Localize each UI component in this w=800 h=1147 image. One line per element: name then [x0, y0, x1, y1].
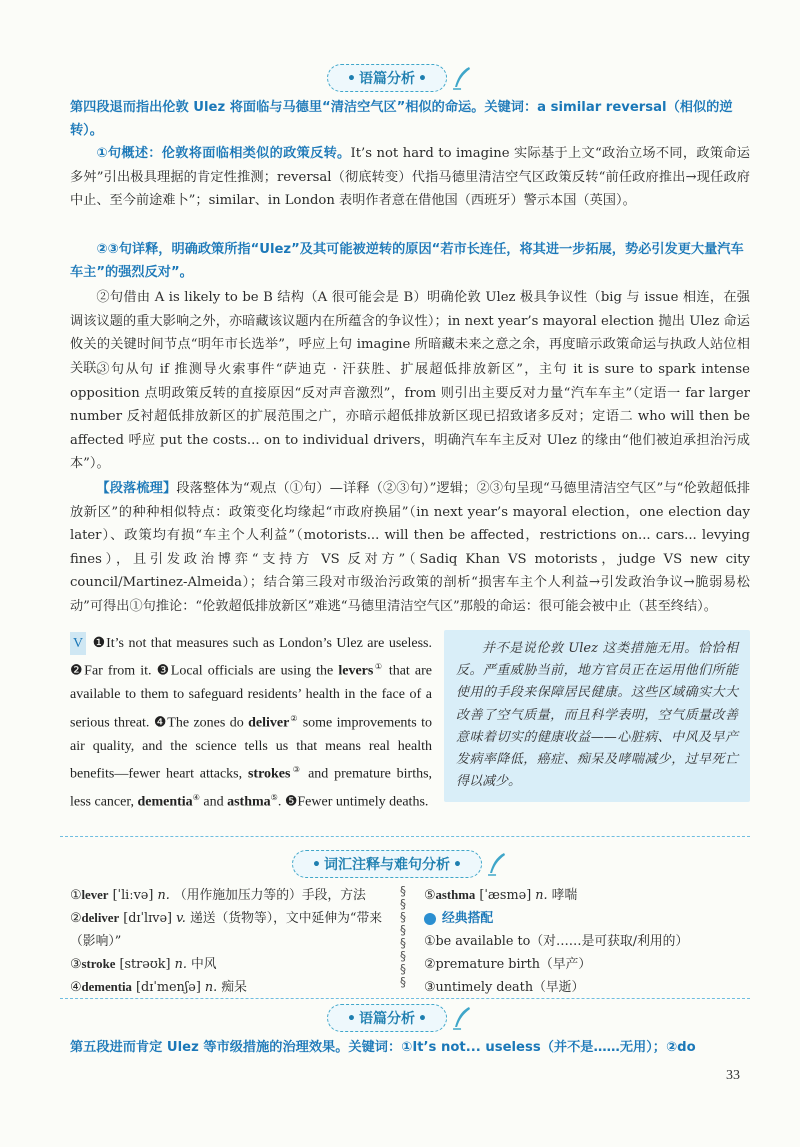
vocab-word: asthma — [435, 888, 476, 902]
page-number: 33 — [726, 1068, 740, 1083]
sentence: ❸Local officials are using the — [156, 663, 334, 679]
vocab-list-right — [424, 884, 750, 999]
footnote-marker: ④ — [192, 792, 200, 802]
vocab-word: deliver — [248, 715, 290, 731]
dashed-divider — [60, 836, 750, 837]
vocab-word: stroke — [81, 957, 116, 971]
paragraph-summary-tag: 【段落梳理】 — [96, 481, 177, 496]
tag-label: 语篇分析 — [359, 1011, 415, 1027]
bullet-dot-icon — [424, 913, 436, 925]
vocab-def: 哮喘 — [551, 888, 578, 903]
section-tag-discourse-analysis — [327, 64, 473, 92]
dashed-divider — [60, 998, 750, 999]
analysis-paragraph-3: ②句借由 A is likely to be B 结构（A 很可能会是 B）明确伦敦 Ulez 极具争议性（big 与 issue 相连，在强调该议题的重大影响之外，亦暗藏该议题内在所蕴含的争议性）；in next year’s mayoral election 抛出 Ulez 命运攸关的关键时间节点“明年市长选举”，呼应上句 imagine 所暗藏未来之意之余，再度暗示政策命运与执政人站位相关联。 — [70, 290, 750, 376]
vocab-num: ③ — [70, 957, 82, 972]
sentence: that are available to them to safeguard residents’ health in the face of a serious threat. — [70, 663, 433, 731]
vocab-list-left — [70, 884, 390, 999]
tag-pill: • 语篇分析 • — [327, 1004, 447, 1032]
paragraph-summary — [70, 477, 750, 618]
vocab-word: lever — [81, 888, 109, 902]
sentence: and — [203, 794, 224, 810]
vocab-word: strokes — [247, 766, 291, 782]
footnote-marker: ⑤ — [270, 792, 278, 802]
vocab-ipa: [ˈliːvə] — [112, 888, 154, 903]
vocab-num: ② — [70, 911, 82, 926]
vocab-entry — [70, 907, 390, 953]
tag-pill: • 词汇注释与难句分析 • — [292, 850, 482, 878]
vocab-ipa: [strəʊk] — [119, 957, 171, 972]
analysis-paragraph-1 — [70, 142, 750, 213]
vocab-word: dementia — [137, 794, 193, 810]
sentence: ❹The zones do — [153, 715, 244, 731]
vocab-ipa: [dɪˈmenʃə] — [136, 980, 201, 995]
footnote-marker: ② — [289, 713, 299, 723]
tag-label: 语篇分析 — [359, 71, 415, 87]
vocab-entry — [424, 884, 750, 907]
collocation-item: ③untimely death（早逝） — [424, 980, 585, 995]
vocab-num: ⑤ — [424, 888, 436, 903]
section-heading: 第四段退而指出伦敦 Ulez 将面临与马德里“清洁空气区”相似的命运。关键词：a similar reversal（相似的逆转）。 — [70, 100, 733, 138]
sentence: and premature births, less cancer, — [70, 766, 433, 810]
sentence: . ❺Fewer untimely deaths. — [277, 794, 429, 810]
section-tag-discourse-analysis — [327, 1004, 473, 1032]
vocab-word: deliver — [81, 911, 120, 925]
section-heading: 第五段进而肯定 Ulez 等市级措施的治理效果。关键词：①It’s not... useless（并不是……无用）；②do — [70, 1040, 696, 1055]
vocab-def: 痴呆 — [221, 980, 247, 995]
classic-collocations-heading — [424, 907, 750, 930]
footnote-marker: ③ — [290, 764, 303, 774]
collocation-item: ①be available to（对……是可获取/利用的） — [424, 934, 689, 949]
quill-pen-icon — [451, 1005, 473, 1031]
sentence: ❶It’s not that measures such as London’s Ulez are useless. — [92, 636, 433, 651]
vocab-def: 中风 — [191, 957, 217, 972]
lead-summary: ①句概述：伦敦将面临相类似的政策反转。 — [96, 146, 351, 161]
vocab-def: 递送（货物等），文中延伸为“带来（影响）” — [70, 911, 383, 949]
vocab-word: levers — [338, 663, 374, 679]
vocab-word: asthma — [227, 794, 271, 810]
translation-box: 并不是说伦敦 Ulez 这类措施无用。恰恰相反。严重威胁当前，地方官员正在运用他们所能使用的手段来保障居民健康。这些区域确实大大改善了空气质量，而且科学表明，空气质量改善意味着切实的健康收益——心脏病、中风及早产发病率降低，癌症、痴呆及哮喘减少，过早死亡得以减少。 — [444, 630, 750, 802]
analysis-text: It’s not hard to imagine 实际基于上文“政治立场不同，政策命运多舛”引出极具理据的肯定性推测；reversal（彻底转变）代指马德里清洁空气区政策反转“前任政府推出→现任政府中止、至今前途难卜”；similar、in London 表明作者意在借他国（西班牙）警示本国（英国）。 — [70, 146, 750, 208]
paragraph-summary-text: 段落整体为“观点（①句）—详释（②③句）”逻辑；②③句呈现“马德里清洁空气区”与“伦敦超低排放新区”的种种相似特点：政策变化均缘起“市政府换届”（in next year’s mayoral election，one election day later）、政策均有损“车主个人利益”（motorists... will then be affected，restrictions on... cars... levying fines），且引发政治博弈“支持方 VS 反对方”（Sadiq Khan VS motorists，judge VS new city council/Martinez-Almeida）；结合第三段对市级治污政策的剖析“损害车主个人利益→引发政治争议→脆弱易松动”可得出①句推论：“伦敦超低排放新区”难逃“马德里清洁空气区”那般的命运：很可能会被中止（甚至终结）。 — [70, 481, 751, 614]
tag-label: 词汇注释与难句分析 — [324, 857, 450, 873]
vocab-word: dementia — [81, 980, 132, 994]
vocab-pos: n. — [204, 980, 218, 995]
collocation-item: ②premature birth（早产） — [424, 957, 592, 972]
vocab-pos: v. — [176, 911, 186, 926]
analysis-paragraph-2-heading: ②③句详释，明确政策所指“Ulez”及其可能被逆转的原因“若市长连任，将其进一步拓展，势必引发更大量汽车车主”的强烈反对”。 — [70, 242, 744, 280]
vocab-pos: n. — [535, 888, 548, 903]
binding-divider: § § § § § § § § — [400, 884, 406, 989]
analysis-paragraph-4: ③句从句 if 推测导火索事件“萨迪克 · 汗获胜、扩展超低排放新区”，主句 it is sure to spark intense opposition 点明政策反转的直接原因“反对声音激烈”，from 则引出主要反对力量“汽车车主”（定语一 far larger number 反衬超低排放新区的扩展范围之广，亦暗示超低排放新区现已招致诸多反对；定语二 who will then be affected 呼应 put the costs... on to individual drivers，明确汽车车主反对 Ulez 的缘由“他们被迫承担治污成本”）。 — [70, 362, 750, 471]
vocab-pos: n. — [174, 957, 187, 972]
footnote-marker: ① — [373, 662, 384, 672]
vocab-entry — [70, 884, 390, 907]
quill-pen-icon — [451, 65, 473, 91]
vocab-ipa: [ˈæsmə] — [479, 888, 532, 903]
tag-pill: • 语篇分析 • — [327, 64, 447, 92]
paragraph-label: V — [70, 632, 86, 655]
classic-label: 经典搭配 — [442, 911, 494, 926]
vocab-pos: n. — [157, 888, 170, 903]
sentence: some improvements to air quality, and the science tells us that means real health benefits—fewer heart attacks, — [70, 715, 433, 782]
section-tag-vocabulary — [292, 850, 508, 878]
vocab-entry — [70, 976, 390, 999]
sentence: ❷Far from it. — [70, 663, 152, 679]
vocab-def: （用作施加压力等的）手段，方法 — [173, 888, 366, 903]
source-paragraph-v — [70, 632, 432, 814]
quill-pen-icon — [486, 851, 508, 877]
vocab-entry — [70, 953, 390, 976]
vocab-num: ① — [70, 888, 82, 903]
vocab-num: ④ — [70, 980, 82, 995]
vocab-ipa: [dɪˈlɪvə] — [123, 911, 173, 926]
